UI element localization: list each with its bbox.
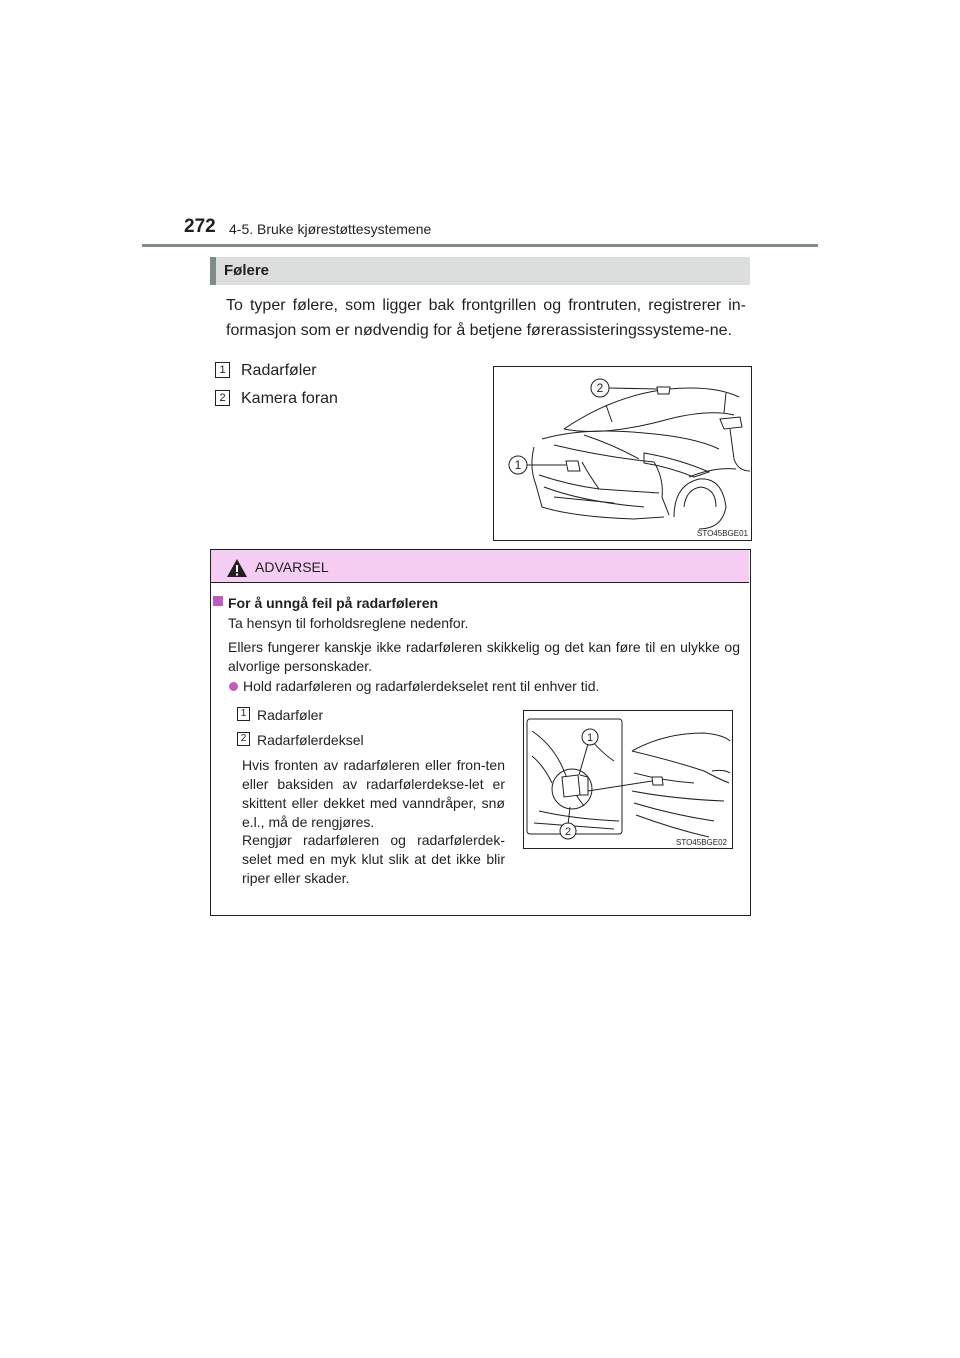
warning-paragraph-method: Rengjør radarføleren og radarfølerdek-selet med en myk klut slik at det ikke blir riper eller skader. bbox=[242, 832, 505, 886]
warning-line-1: Ta hensyn til forholdsreglene nedenfor. bbox=[228, 615, 469, 631]
warning-heading: For å unngå feil på radarføleren bbox=[228, 595, 439, 611]
warning-paragraph-clean: Hvis fronten av radarføleren eller fron-ten eller baksiden av radarfølerdekse-let er skittent eller dekket med vanndråper, snø e.l., må de rengjøres. bbox=[242, 757, 505, 830]
item-number-box: 2 bbox=[215, 390, 230, 406]
header-divider bbox=[142, 244, 818, 247]
warning-triangle-icon bbox=[226, 558, 248, 583]
warning-title: ADVARSEL bbox=[255, 559, 329, 575]
intro-paragraph: To typer følere, som ligger bak frontgrillen og frontruten, registrerer in-formasjon som er nødvendig for å betjene førerassisteringssysteme-ne. bbox=[226, 297, 746, 339]
item-number-box: 2 bbox=[237, 732, 250, 746]
item-number-box: 1 bbox=[215, 362, 230, 378]
page-number: 272 bbox=[184, 216, 216, 237]
warning-item-cover: Radarfølerdeksel bbox=[257, 732, 364, 748]
callout-label-radar: 1 bbox=[586, 732, 594, 744]
section-heading-bar bbox=[210, 257, 750, 285]
callout-label-cover: 2 bbox=[564, 826, 572, 838]
item-label-radar: Radarføler bbox=[241, 362, 317, 379]
item-label-camera: Kamera foran bbox=[241, 390, 338, 407]
square-bullet-icon bbox=[213, 596, 223, 606]
chapter-title: 4-5. Bruke kjørestøttesystemene bbox=[229, 221, 432, 237]
round-bullet-icon bbox=[229, 682, 238, 691]
radar-sensor-figure bbox=[523, 710, 733, 849]
item-number-box: 1 bbox=[237, 707, 250, 721]
callout-label-radar: 1 bbox=[514, 458, 522, 472]
warning-line-2: Ellers fungerer kanskje ikke radarføleren skikkelig og det kan føre til en ulykke og alvorlige personskader. bbox=[228, 639, 740, 674]
callout-label-camera: 2 bbox=[596, 381, 604, 395]
warning-item-radar: Radarføler bbox=[257, 707, 324, 723]
section-title: Følere bbox=[224, 262, 270, 279]
figure-code: STO45BGE01 bbox=[697, 529, 748, 538]
section-heading-accent bbox=[210, 257, 216, 285]
warning-bullet-text: Hold radarføleren og radarfølerdekselet rent til enhver tid. bbox=[243, 678, 600, 694]
sensor-location-figure bbox=[493, 366, 752, 541]
radar-closeup-illustration bbox=[524, 711, 732, 848]
car-front-illustration bbox=[494, 367, 751, 540]
figure-code: STO45BGE02 bbox=[676, 838, 727, 847]
